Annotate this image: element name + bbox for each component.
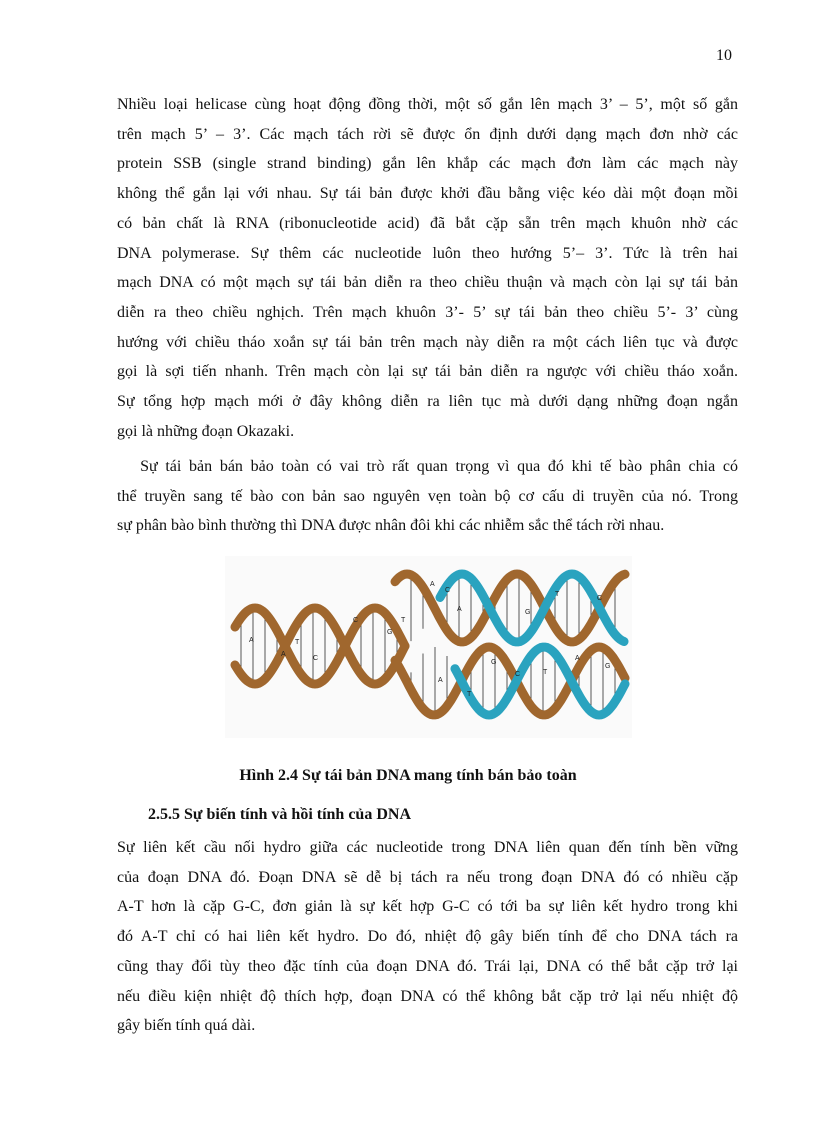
text-line: trên mạch 5’ – 3’. Các mạch tách rời sẽ được ổn định dưới dạng mạch đơn nhờ các [117,125,738,143]
text-line: DNA polymerase. Sự thêm các nucleotide luôn theo hướng 5’– 3’. Tức là trên hai [117,244,738,262]
text-line: hướng với chiều tháo xoắn sự tái bản trên mạch này diễn ra một cách liên tục và được [117,333,738,351]
section-heading: 2.5.5 Sự biến tính và hồi tính của DNA [148,806,411,823]
text-line: cũng thay đổi tùy theo đặc tính của đoạn DNA đó. Trái lại, DNA có thể bắt cặp trở lại [117,957,738,975]
text-line: gây biến tính quá dài. [117,1017,256,1035]
base-label: T [543,669,548,676]
base-label: A [575,655,580,662]
text-line: của đoạn DNA đó. Đoạn DNA sẽ dễ bị tách ra nếu trong đoạn DNA đó có nhiều cặp [117,868,738,886]
paragraph-helicase [117,90,738,446]
base-label: C [515,671,521,678]
base-label: C [353,617,359,624]
text-line: Sự liên kết cầu nối hydro giữa các nucleotide trong DNA liên quan đến tính bền vững [117,839,738,856]
text-line: gọi là sợi tiến nhanh. Trên mạch còn lại sự tái bản diễn ra ngược với chiều tháo xoắn. [117,363,738,381]
base-label: A [281,651,286,658]
base-label: C [445,587,451,594]
base-label: G [387,629,393,636]
text-line: sự phân bào bình thường thì DNA được nhân đôi khi các nhiễm sắc thể tách rời nhau. [117,517,665,535]
base-label: A [430,581,435,588]
paragraph-denaturation [117,833,738,1041]
text-line: mạch DNA có một mạch sự tái bản diễn ra theo chiều thuận và mạch còn lại sự tái bản [117,274,738,292]
text-line: nếu điều kiện nhiệt độ thích hợp, đoạn DNA có thể không bắt cặp trở lại nếu nhiệt độ [117,987,738,1005]
base-label: A [438,677,443,684]
text-line: đó A-T chỉ có hai liên kết hydro. Do đó, nhiệt độ gây biến tính để cho DNA tách ra [117,928,738,946]
base-label: C [313,655,319,662]
text-line: gọi là những đoạn Okazaki. [117,422,295,440]
base-label: G [605,663,611,670]
text-line: không thể gắn lại với nhau. Sự tái bản được khởi đầu bằng việc kéo dài một đoạn mồi [117,185,738,203]
base-label: A [457,606,462,613]
text-line: diễn ra theo chiều nghịch. Trên mạch khuôn 3’- 5’ sự tái bản theo chiều 5’- 3’ cùng [117,303,738,321]
base-label: G [525,609,531,616]
base-label: G [491,659,497,666]
base-label: C [597,595,603,602]
text-line: A-T hơn là cặp G-C, đơn giản là sự kết hợp G-C có tới ba sự liên kết hydro trong khi [117,898,738,916]
dna-replication-figure [225,556,632,738]
base-label: T [555,591,560,598]
text-line: có bản chất là RNA (ribonucleotide acid) đã bắt cặp sẵn trên mạch khuôn nhờ các [117,214,738,232]
page-number: 10 [716,47,732,64]
text-line: Sự tái bản bán bảo toàn có vai trò rất quan trọng vì qua đó khi tế bào phân chia có [117,458,738,475]
base-label: T [295,639,300,646]
base-label: A [249,637,254,644]
base-label: T [401,617,406,624]
text-line: Nhiều loại helicase cùng hoạt động đồng thời, một số gắn lên mạch 3’ – 5’, một số gắn [117,96,738,113]
base-label: T [467,691,472,698]
paragraph-semiconservative [117,452,738,541]
text-line: protein SSB (single strand binding) gắn lên khắp các mạch đơn làm các mạch này [117,155,738,173]
figure-caption: Hình 2.4 Sự tái bản DNA mang tính bán bảo toàn [239,767,577,784]
text-line: thể truyền sang tế bào con bản sao nguyên vẹn toàn bộ cơ cấu di truyền của nó. Trong [117,487,738,505]
text-line: Sự tổng hợp mạch mới ở đây không diễn ra liên tục mà dưới dạng những đoạn ngắn [117,393,738,411]
